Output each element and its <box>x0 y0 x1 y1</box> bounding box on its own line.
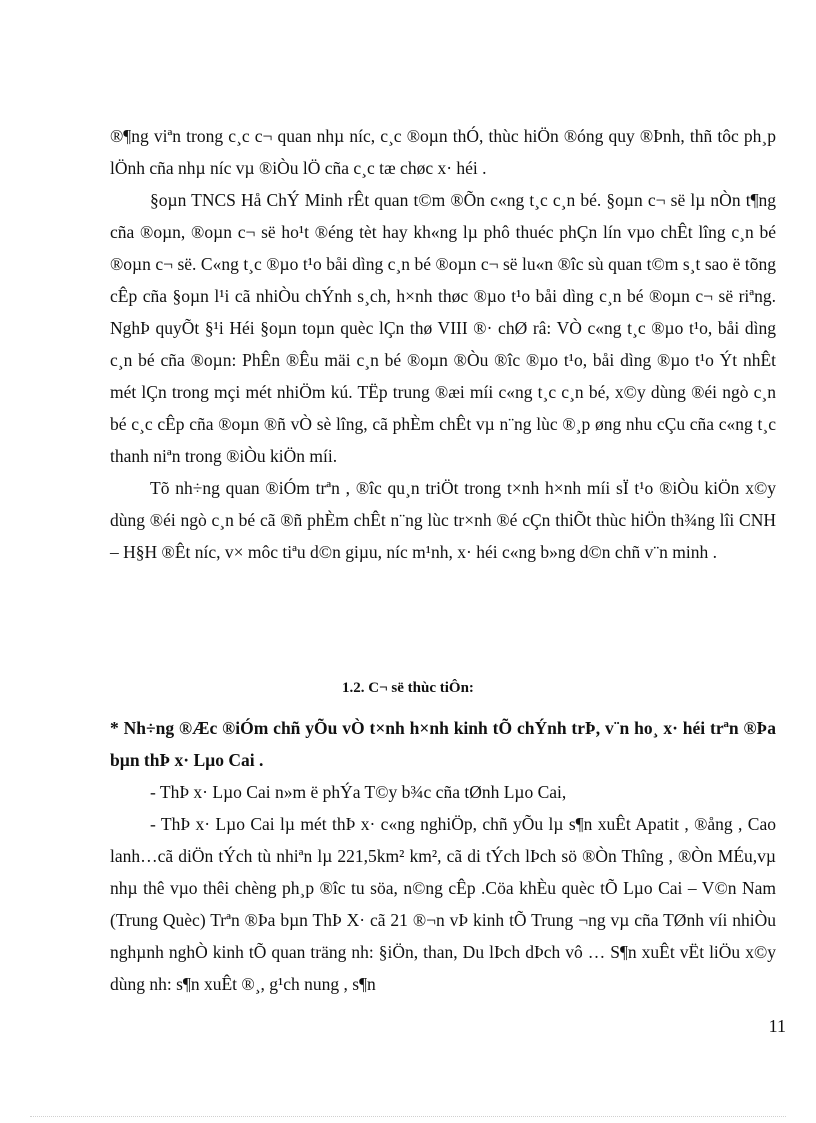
bullet-item: - ThÞ x· Lµo Cai lµ mét thÞ x· c«ng nghiÖp, chñ yÕu lµ s¶n xuÊt Apatit , ®ång , Cao lanh…cã diÖn tÝch tù nhiªn lµ 221,5km² km², cã di tÝch lÞch sö ®Òn Thîng , ®Òn MÉu,vµ nhµ thê vµo thêi chèng ph¸p ®îc tu söa, n©ng cÊp .Cöa khÈu quèc tÕ Lµo Cai – V©n Nam (Trung Quèc) Trªn ®Þa bµn ThÞ X· cã 21 ®¬n vÞ kinh tÕ Trung ¬ng vµ cña TØnh víi nhiÒu nghµnh nghÒ kinh tÕ quan träng nh: §iÖn, than, Du lÞch dÞch vô … S¶n xuÊt vËt liÖu x©y dùng nh: s¶n xuÊt ®¸, g¹ch nung , s¶n <box>110 814 776 994</box>
body-section-1 <box>110 120 776 568</box>
section-heading: 1.2. C¬ së thùc tiÔn: <box>342 680 474 696</box>
subsection-title: * Nh÷ng ®Æc ®iÓm chñ yÕu vÒ t×nh h×nh kinh tÕ chÝnh trÞ, v¨n ho¸ x· héi trªn ®Þa bµn thÞ x· Lµo Cai . <box>110 718 776 770</box>
page-number: 11 <box>768 1016 786 1036</box>
body-section-2 <box>110 712 776 1000</box>
paragraph: ®¶ng viªn trong c¸c c¬ quan nhµ níc, c¸c ®oµn thÓ, thùc hiÖn ®óng quy ®Þnh, thñ tôc ph¸p lÖnh cña nhµ níc vµ ®iÒu lÖ cña c¸c tæ chøc x· héi . <box>110 126 776 178</box>
bullet-item: - ThÞ x· Lµo Cai n»m ë phÝa T©y b¾c cña tØnh Lµo Cai, <box>150 782 567 802</box>
paragraph: Tõ nh÷ng quan ®iÓm trªn , ®îc qu¸n triÖt trong t×nh h×nh míi sÏ t¹o ®iÒu kiÖn x©y dùng ®éi ngò c¸n bé cã ®ñ phÈm chÊt n¨ng lùc tr×nh ®é cÇn thiÕt thùc hiÖn th¾ng lîi CNH – H§H ®Êt níc, v× môc tiªu d©n giµu, níc m¹nh, x· héi c«ng b»ng d©n chñ v¨n minh . <box>110 478 776 562</box>
bottom-divider <box>30 1116 786 1117</box>
paragraph: §oµn TNCS Hå ChÝ Minh rÊt quan t©m ®Õn c«ng t¸c c¸n bé. §oµn c¬ së lµ nÒn t¶ng cña ®oµn, ®oµn c¬ së ho¹t ®éng tèt hay kh«ng lµ phô thuéc phÇn lín vµo chÊt lîng c¸n bé ®oµn c¬ së. C«ng t¸c ®µo t¹o båi dìng c¸n bé ®oµn c¬ së lu«n ®îc sù quan t©m s¸t sao ë tõng cÊp cña §oµn l¹i cã nhiÒu chÝnh s¸ch, h×nh thøc ®µo t¹o båi dìng c¸n bé ®oµn c¬ së riªng. NghÞ quyÕt §¹i Héi §oµn toµn quèc lÇn thø VIII ®· chØ râ: VÒ c«ng t¸c ®µo t¹o, båi dìng c¸n bé cña ®oµn: PhÊn ®Êu mäi c¸n bé ®oµn ®Òu ®îc ®µo t¹o, båi dìng ®µo t¹o Ýt nhÊt mét lÇn trong mçi mét nhiÖm kú. TËp trung ®æi míi c«ng t¸c c¸n bé, x©y dùng ®éi ngò c¸n bé c¸c cÊp cña ®oµn ®ñ vÒ sè lîng, cã phÈm chÊt vµ n¨ng lùc ®¸p øng nhu cÇu cña c«ng t¸c thanh niªn trong ®iÒu kiÖn míi. <box>110 190 776 466</box>
